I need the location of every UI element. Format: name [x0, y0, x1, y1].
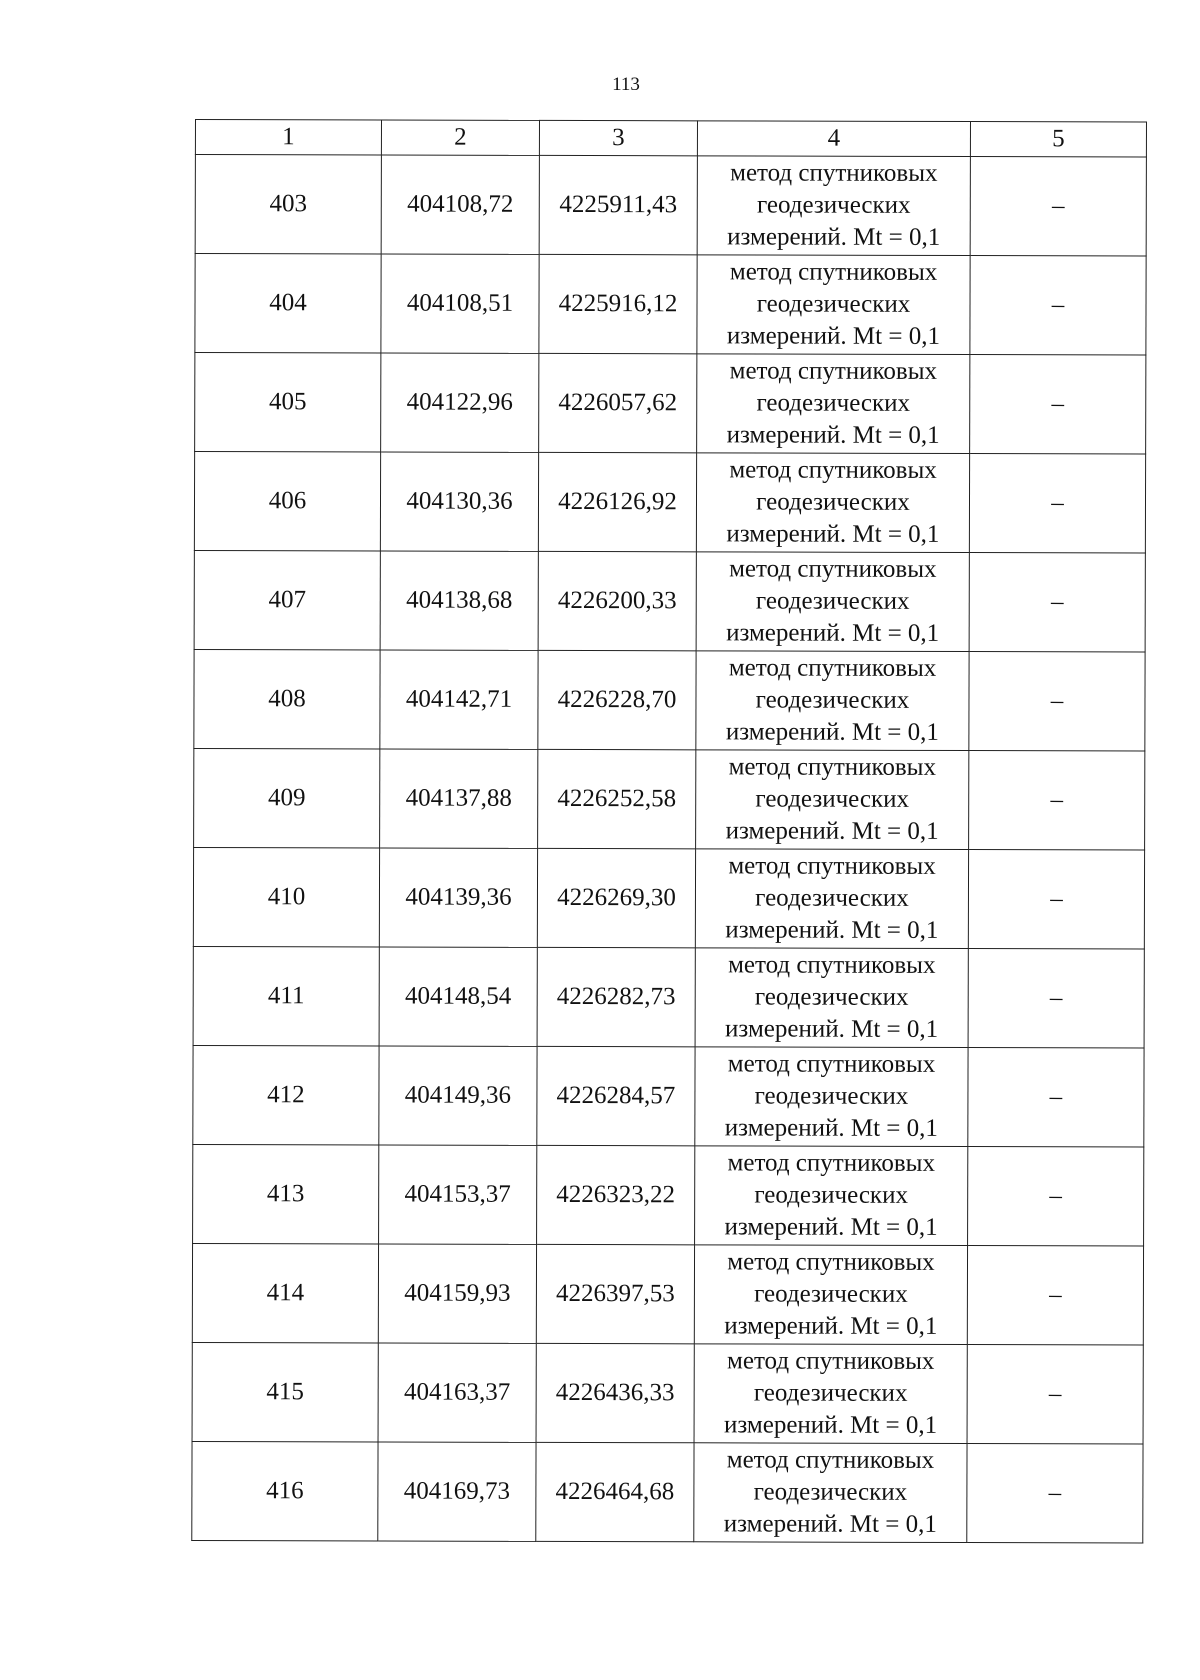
method-line: метод спутниковых: [728, 753, 937, 781]
y-coordinate-cell: 4226464,68: [536, 1442, 694, 1541]
method-line: измерений. Mt = 0,1: [725, 718, 939, 746]
table-row: [192, 1342, 1143, 1443]
point-number-cell: 414: [192, 1243, 378, 1342]
table-row: [194, 550, 1145, 651]
x-coordinate-cell: 404137,88: [380, 749, 538, 848]
method-line: метод спутниковых: [726, 1446, 935, 1474]
method-line: измерений. Mt = 0,1: [725, 1015, 939, 1043]
point-number-cell: 406: [194, 452, 380, 551]
method-cell: [695, 1047, 968, 1147]
point-number-cell: 408: [194, 649, 380, 748]
table-row: [193, 946, 1144, 1047]
method-cell: [694, 1344, 967, 1444]
x-coordinate-cell: 404138,68: [380, 551, 538, 650]
method-line: геодезических: [754, 1280, 908, 1308]
header-col-4: 4: [697, 121, 970, 157]
note-cell: –: [969, 454, 1145, 553]
method-line: измерений. Mt = 0,1: [726, 322, 940, 350]
table-row: [195, 353, 1146, 454]
coordinates-table: [191, 119, 1147, 1543]
header-col-3: 3: [539, 120, 697, 155]
method-line: метод спутниковых: [727, 1149, 936, 1177]
method-line: измерений. Mt = 0,1: [725, 916, 939, 944]
note-cell: –: [967, 1246, 1143, 1345]
note-cell: –: [967, 1444, 1143, 1543]
x-coordinate-cell: 404159,93: [378, 1244, 536, 1343]
table-row: [194, 452, 1145, 553]
point-number-cell: 407: [194, 550, 380, 649]
method-cell: [696, 453, 969, 553]
x-coordinate-cell: 404169,73: [378, 1442, 536, 1541]
y-coordinate-cell: 4226126,92: [538, 452, 696, 551]
y-coordinate-cell: 4226228,70: [538, 650, 696, 749]
note-cell: –: [970, 256, 1146, 355]
method-cell: [694, 1245, 967, 1345]
method-line: измерений. Mt = 0,1: [725, 817, 939, 845]
method-line: метод спутниковых: [727, 1050, 936, 1078]
x-coordinate-cell: 404153,37: [379, 1145, 537, 1244]
method-line: геодезических: [755, 884, 909, 912]
point-number-cell: 410: [193, 847, 379, 946]
method-line: метод спутниковых: [729, 258, 938, 286]
method-cell: [695, 849, 968, 949]
point-number-cell: 411: [193, 946, 379, 1045]
method-line: измерений. Mt = 0,1: [723, 1510, 937, 1538]
method-cell: [696, 651, 969, 751]
method-line: измерений. Mt = 0,1: [724, 1312, 938, 1340]
x-coordinate-cell: 404122,96: [381, 353, 539, 452]
method-line: геодезических: [754, 1082, 909, 1110]
header-col-2: 2: [381, 120, 539, 155]
table-row: [193, 847, 1144, 948]
method-cell: [697, 255, 970, 355]
method-cell: [694, 1443, 967, 1543]
y-coordinate-cell: 4225911,43: [539, 155, 697, 254]
table-body: [192, 155, 1147, 1543]
method-line: измерений. Mt = 0,1: [724, 1114, 938, 1142]
method-line: измерений. Mt = 0,1: [726, 619, 940, 647]
method-line: измерений. Mt = 0,1: [726, 421, 940, 449]
x-coordinate-cell: 404139,36: [379, 848, 537, 947]
note-cell: –: [967, 1345, 1143, 1444]
header-col-1: 1: [195, 120, 381, 155]
method-line: геодезических: [753, 1379, 908, 1407]
note-cell: –: [968, 1147, 1144, 1246]
point-number-cell: 404: [195, 254, 381, 353]
note-cell: –: [969, 751, 1145, 850]
table-row: [192, 1441, 1143, 1542]
note-cell: –: [968, 1048, 1144, 1147]
header-col-5: 5: [970, 122, 1146, 157]
point-number-cell: 412: [193, 1045, 379, 1144]
x-coordinate-cell: 404108,51: [381, 254, 539, 353]
y-coordinate-cell: 4226200,33: [538, 551, 696, 650]
header-row: [195, 120, 1146, 157]
table-header: [195, 120, 1146, 157]
method-line: метод спутниковых: [727, 1347, 935, 1375]
point-number-cell: 405: [195, 353, 381, 452]
method-line: метод спутниковых: [727, 1248, 935, 1276]
method-line: геодезических: [754, 1181, 909, 1209]
method-line: геодезических: [754, 983, 909, 1011]
point-number-cell: 416: [192, 1441, 378, 1540]
note-cell: –: [968, 949, 1144, 1048]
method-line: метод спутниковых: [729, 555, 937, 583]
y-coordinate-cell: 4226284,57: [537, 1046, 695, 1145]
method-line: метод спутниковых: [728, 852, 936, 880]
note-cell: –: [970, 157, 1146, 256]
method-cell: [695, 948, 968, 1048]
y-coordinate-cell: 4226282,73: [537, 947, 695, 1046]
table-row: [192, 1243, 1143, 1344]
x-coordinate-cell: 404108,72: [381, 155, 539, 254]
note-cell: –: [969, 553, 1145, 652]
point-number-cell: 409: [194, 748, 380, 847]
method-line: геодезических: [755, 785, 910, 813]
table-row: [193, 1045, 1144, 1146]
method-line: измерений. Mt = 0,1: [724, 1213, 938, 1241]
y-coordinate-cell: 4226057,62: [539, 353, 697, 452]
method-line: метод спутниковых: [730, 159, 938, 187]
method-line: геодезических: [756, 389, 911, 417]
table-row: [193, 1144, 1144, 1245]
method-line: геодезических: [755, 686, 910, 714]
table-row: [194, 748, 1145, 849]
method-line: геодезических: [753, 1478, 908, 1506]
point-number-cell: 403: [195, 155, 381, 254]
y-coordinate-cell: 4226397,53: [536, 1244, 694, 1343]
method-cell: [695, 1146, 968, 1246]
method-line: геодезических: [755, 587, 910, 615]
note-cell: –: [970, 355, 1146, 454]
method-line: метод спутниковых: [728, 951, 936, 979]
y-coordinate-cell: 4226323,22: [537, 1145, 695, 1244]
table-row: [195, 155, 1146, 256]
method-cell: [697, 156, 970, 256]
method-line: измерений. Mt = 0,1: [727, 223, 941, 251]
note-cell: –: [968, 850, 1144, 949]
note-cell: –: [969, 652, 1145, 751]
table-row: [195, 254, 1146, 355]
y-coordinate-cell: 4225916,12: [539, 254, 697, 353]
page-number: 113: [612, 74, 640, 95]
method-line: геодезических: [756, 290, 911, 318]
x-coordinate-cell: 404163,37: [378, 1343, 536, 1442]
x-coordinate-cell: 404130,36: [380, 452, 538, 551]
method-line: метод спутниковых: [728, 654, 937, 682]
x-coordinate-cell: 404148,54: [379, 947, 537, 1046]
method-cell: [696, 750, 969, 850]
method-line: геодезических: [756, 488, 910, 516]
y-coordinate-cell: 4226269,30: [537, 848, 695, 947]
method-line: метод спутниковых: [729, 456, 937, 484]
y-coordinate-cell: 4226252,58: [538, 749, 696, 848]
method-cell: [697, 354, 970, 454]
x-coordinate-cell: 404142,71: [380, 650, 538, 749]
point-number-cell: 415: [192, 1342, 378, 1441]
method-line: измерений. Mt = 0,1: [724, 1411, 938, 1439]
table-row: [194, 649, 1145, 750]
method-line: геодезических: [756, 191, 911, 219]
point-number-cell: 413: [193, 1144, 379, 1243]
method-cell: [696, 552, 969, 652]
y-coordinate-cell: 4226436,33: [536, 1343, 694, 1442]
x-coordinate-cell: 404149,36: [379, 1046, 537, 1145]
method-line: метод спутниковых: [729, 357, 938, 385]
method-line: измерений. Mt = 0,1: [726, 520, 940, 548]
